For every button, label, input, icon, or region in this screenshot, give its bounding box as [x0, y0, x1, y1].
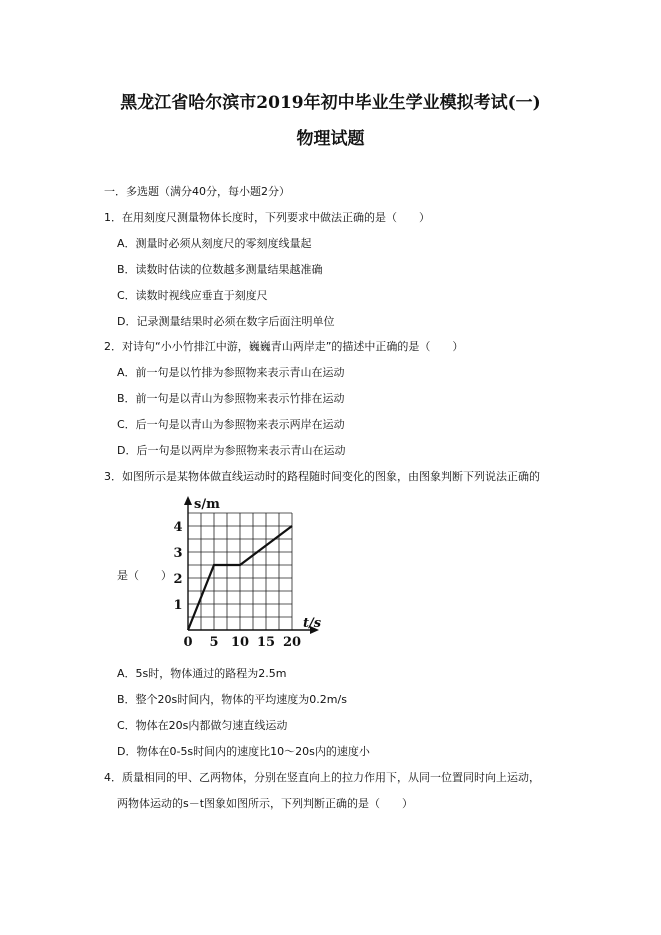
- y-axis-label: s/m: [194, 497, 220, 512]
- y-axis-arrow: [184, 496, 192, 505]
- question-3-stem-continued: 是（ ）: [117, 569, 172, 582]
- x-tick-label: 0: [183, 635, 193, 650]
- y-tick-label: 3: [173, 546, 183, 561]
- question-2-stem: 2．对诗句“小小竹排江中游，巍巍青山两岸走”的描述中正确的是（ ）: [104, 340, 464, 353]
- question-1-option-d: D．记录测量结果时必须在数字后面注明单位: [117, 315, 335, 328]
- question-4-stem: 4．质量相同的甲、乙两物体，分别在竖直向上的拉力作用下，从同一位置同时向上运动，: [104, 771, 540, 784]
- question-4-stem-continued: 两物体运动的s－t图象如图所示，下列判断正确的是（ ）: [117, 797, 414, 810]
- question-1-stem: 1．在用刻度尺测量物体长度时，下列要求中做法正确的是（ ）: [104, 211, 430, 224]
- question-2-option-a: A．前一句是以竹排为参照物来表示青山在运动: [117, 366, 345, 379]
- question-2-option-d: D．后一句是以两岸为参照物来表示青山在运动: [117, 444, 346, 457]
- question-3-option-c: C．物体在20s内都做匀速直线运动: [117, 719, 288, 732]
- question-2-option-b: B．前一句是以青山为参照物来表示竹排在运动: [117, 392, 345, 405]
- x-axis-label: t/s: [303, 616, 322, 631]
- page-subtitle: 物理试题: [296, 129, 365, 149]
- y-tick-label: 4: [173, 520, 183, 535]
- section-heading: 一．多选题（满分40分，每小题2分）: [104, 185, 290, 198]
- y-tick-label: 1: [173, 598, 183, 613]
- chart-grid: [188, 513, 292, 630]
- x-tick-label: 20: [282, 635, 302, 650]
- question-1-option-b: B．读数时估读的位数越多测量结果越准确: [117, 263, 323, 276]
- page-title: 黑龙江省哈尔滨市2019年初中毕业生学业模拟考试(一): [120, 93, 541, 113]
- y-tick-label: 2: [173, 572, 183, 587]
- question-1-option-a: A．测量时必须从刻度尺的零刻度线量起: [117, 237, 312, 250]
- x-tick-label: 10: [230, 635, 250, 650]
- question-1-option-c: C．读数时视线应垂直于刻度尺: [117, 289, 268, 302]
- question-3-option-d: D．物体在0-5s时间内的速度比10～20s内的速度小: [117, 745, 370, 758]
- question-2-option-c: C．后一句是以青山为参照物来表示两岸在运动: [117, 418, 345, 431]
- question-3-option-b: B．整个20s时间内，物体的平均速度为0.2m/s: [117, 693, 347, 706]
- question-3-stem: 3．如图所示是某物体做直线运动时的路程随时间变化的图象，由图象判断下列说法正确的: [104, 470, 540, 483]
- motion-graph: [170, 493, 325, 653]
- question-3-option-a: A．5s时，物体通过的路程为2.5m: [117, 667, 287, 680]
- x-tick-label: 15: [256, 635, 276, 650]
- x-tick-label: 5: [209, 635, 219, 650]
